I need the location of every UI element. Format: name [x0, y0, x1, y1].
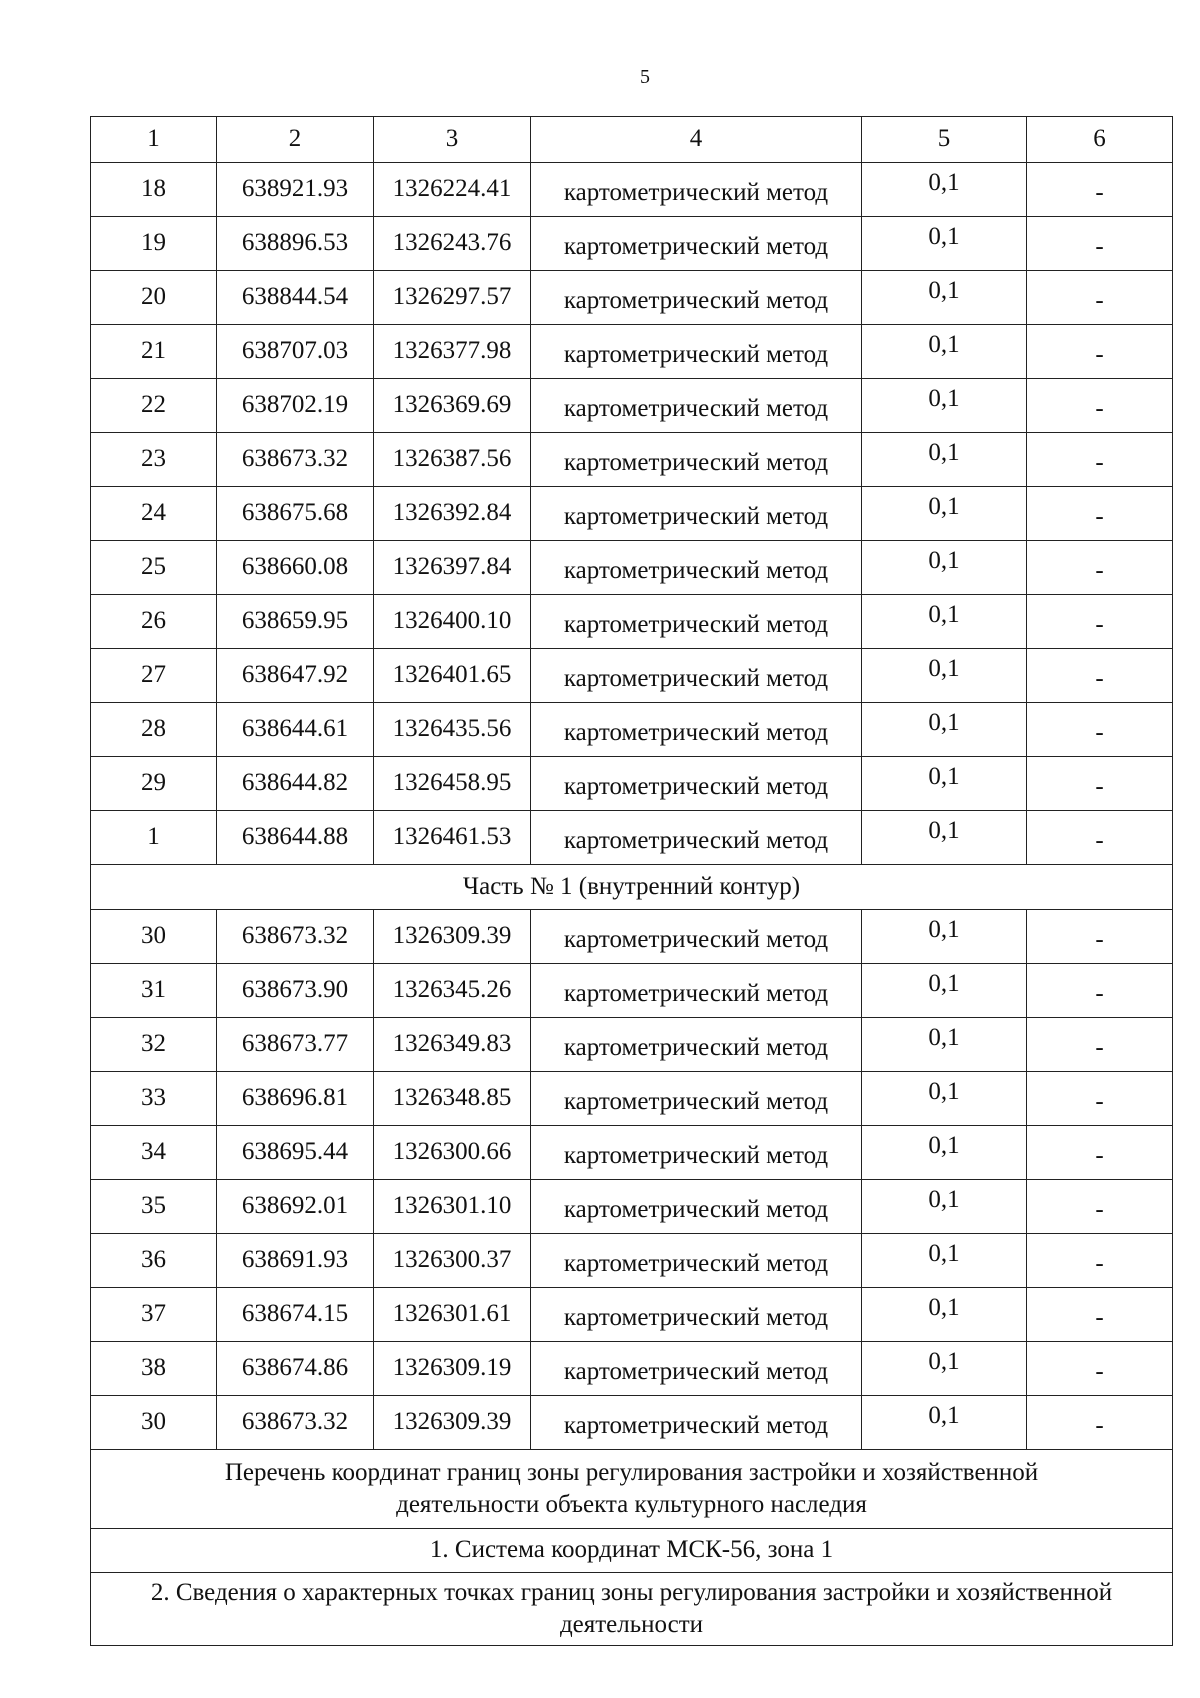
table-cell: 38	[91, 1342, 217, 1396]
table-cell: 0,1	[862, 1342, 1027, 1396]
points-info: 2. Сведения о характерных точках границ зоны регулирования застройки и хозяйственной деятельности	[91, 1573, 1173, 1646]
table-cell: 0,1	[862, 217, 1027, 271]
table-cell: картометрический метод	[531, 271, 862, 325]
table-cell: -	[1027, 217, 1173, 271]
table-cell: 638644.61	[217, 703, 374, 757]
table-cell: -	[1027, 910, 1173, 964]
table-cell: 0,1	[862, 379, 1027, 433]
table-cell: 18	[91, 163, 217, 217]
table-cell: картометрический метод	[531, 595, 862, 649]
table-cell: 638660.08	[217, 541, 374, 595]
table-cell: -	[1027, 595, 1173, 649]
table-row	[91, 1234, 1173, 1288]
table-cell: 0,1	[862, 964, 1027, 1018]
table-cell: 0,1	[862, 1126, 1027, 1180]
coordinates-table	[90, 116, 1173, 1646]
coord-system: 1. Система координат МСК-56, зона 1	[91, 1529, 1173, 1573]
table-cell: -	[1027, 487, 1173, 541]
table-cell: 0,1	[862, 1234, 1027, 1288]
table-cell: 0,1	[862, 649, 1027, 703]
table-cell: 24	[91, 487, 217, 541]
table-cell: 1326309.19	[374, 1342, 531, 1396]
table-cell: 1326309.39	[374, 1396, 531, 1450]
table-cell: 20	[91, 271, 217, 325]
table-cell: -	[1027, 1072, 1173, 1126]
table-cell: 0,1	[862, 433, 1027, 487]
table-cell: картометрический метод	[531, 433, 862, 487]
table-cell: 638896.53	[217, 217, 374, 271]
table-cell: 1326243.76	[374, 217, 531, 271]
table-cell: 25	[91, 541, 217, 595]
table-cell: 1326301.61	[374, 1288, 531, 1342]
table-cell: 1326301.10	[374, 1180, 531, 1234]
table-cell: 37	[91, 1288, 217, 1342]
table-cell: 638692.01	[217, 1180, 374, 1234]
table-cell: 638921.93	[217, 163, 374, 217]
table-row	[91, 595, 1173, 649]
table-cell: 638673.90	[217, 964, 374, 1018]
table-cell: 1326387.56	[374, 433, 531, 487]
table-cell: 1326401.65	[374, 649, 531, 703]
table-row	[91, 217, 1173, 271]
table-cell: 0,1	[862, 541, 1027, 595]
page-number: 5	[640, 66, 650, 88]
table-cell: картометрический метод	[531, 1180, 862, 1234]
table-cell: -	[1027, 1288, 1173, 1342]
table-row	[91, 703, 1173, 757]
table-cell: -	[1027, 433, 1173, 487]
table-cell: 638707.03	[217, 325, 374, 379]
table-cell: 22	[91, 379, 217, 433]
table-cell: -	[1027, 1396, 1173, 1450]
table-row	[91, 1018, 1173, 1072]
table-cell: 0,1	[862, 271, 1027, 325]
table-cell: 638674.15	[217, 1288, 374, 1342]
table-cell: 638675.68	[217, 487, 374, 541]
table-cell: 1326461.53	[374, 811, 531, 865]
table-row	[91, 433, 1173, 487]
column-header: 3	[374, 117, 531, 163]
table-cell: 1326377.98	[374, 325, 531, 379]
table-row	[91, 163, 1173, 217]
table-cell: 28	[91, 703, 217, 757]
table-cell: 1326400.10	[374, 595, 531, 649]
table-cell: 638844.54	[217, 271, 374, 325]
table-row	[91, 910, 1173, 964]
column-header: 2	[217, 117, 374, 163]
table-cell: 1326300.66	[374, 1126, 531, 1180]
table-cell: картометрический метод	[531, 325, 862, 379]
table-cell: -	[1027, 271, 1173, 325]
table-cell: 35	[91, 1180, 217, 1234]
column-header: 4	[531, 117, 862, 163]
table-cell: 0,1	[862, 1396, 1027, 1450]
table-cell: 0,1	[862, 1288, 1027, 1342]
table-cell: 638644.82	[217, 757, 374, 811]
table-cell: 34	[91, 1126, 217, 1180]
table-cell: -	[1027, 541, 1173, 595]
table-row	[91, 964, 1173, 1018]
table-cell: 638673.32	[217, 433, 374, 487]
table-cell: 1326349.83	[374, 1018, 531, 1072]
table-cell: картометрический метод	[531, 1072, 862, 1126]
table-cell: -	[1027, 1234, 1173, 1288]
column-header: 6	[1027, 117, 1173, 163]
table-row	[91, 1396, 1173, 1450]
table-row	[91, 487, 1173, 541]
table-cell: -	[1027, 757, 1173, 811]
table-cell: картометрический метод	[531, 1342, 862, 1396]
table-cell: -	[1027, 1126, 1173, 1180]
table-cell: 0,1	[862, 163, 1027, 217]
table-row	[91, 1288, 1173, 1342]
table-cell: 0,1	[862, 487, 1027, 541]
table-cell: картометрический метод	[531, 649, 862, 703]
table-cell: 638673.77	[217, 1018, 374, 1072]
table-row	[91, 541, 1173, 595]
table-cell: 638695.44	[217, 1126, 374, 1180]
table-row	[91, 1342, 1173, 1396]
table-cell: картометрический метод	[531, 1396, 862, 1450]
table-cell: 638673.32	[217, 910, 374, 964]
table-cell: 0,1	[862, 811, 1027, 865]
table-cell: картометрический метод	[531, 910, 862, 964]
table-cell: -	[1027, 379, 1173, 433]
table-cell: 36	[91, 1234, 217, 1288]
table-cell: 1	[91, 811, 217, 865]
table-cell: 0,1	[862, 1018, 1027, 1072]
table-cell: -	[1027, 703, 1173, 757]
table-cell: 0,1	[862, 1072, 1027, 1126]
table-cell: 1326224.41	[374, 163, 531, 217]
column-header: 5	[862, 117, 1027, 163]
table-cell: 1326458.95	[374, 757, 531, 811]
table-cell: 19	[91, 217, 217, 271]
table-cell: 1326309.39	[374, 910, 531, 964]
table-cell: -	[1027, 1342, 1173, 1396]
table-cell: картометрический метод	[531, 379, 862, 433]
table-cell: картометрический метод	[531, 487, 862, 541]
table-cell: 26	[91, 595, 217, 649]
table-cell: 21	[91, 325, 217, 379]
table-cell: 638674.86	[217, 1342, 374, 1396]
table-cell: 638696.81	[217, 1072, 374, 1126]
table-cell: 1326369.69	[374, 379, 531, 433]
table-cell: картометрический метод	[531, 703, 862, 757]
table-cell: -	[1027, 811, 1173, 865]
table-row	[91, 379, 1173, 433]
table-row	[91, 1180, 1173, 1234]
table-cell: 638673.32	[217, 1396, 374, 1450]
table-cell: 1326435.56	[374, 703, 531, 757]
coord-system-row	[91, 1529, 1173, 1573]
table-cell: -	[1027, 649, 1173, 703]
table-cell: 32	[91, 1018, 217, 1072]
table-cell: 30	[91, 1396, 217, 1450]
table-row	[91, 757, 1173, 811]
table-cell: 638659.95	[217, 595, 374, 649]
table-cell: 638691.93	[217, 1234, 374, 1288]
table-cell: 1326392.84	[374, 487, 531, 541]
table-cell: 31	[91, 964, 217, 1018]
table-cell: 1326300.37	[374, 1234, 531, 1288]
table-cell: 27	[91, 649, 217, 703]
table-cell: 29	[91, 757, 217, 811]
points-info-row	[91, 1573, 1173, 1646]
table-row	[91, 811, 1173, 865]
list-title-row	[91, 1450, 1173, 1529]
table-cell: 0,1	[862, 703, 1027, 757]
table-row	[91, 649, 1173, 703]
section-title-row	[91, 865, 1173, 910]
table-row	[91, 271, 1173, 325]
table-row	[91, 325, 1173, 379]
table-cell: картометрический метод	[531, 1234, 862, 1288]
table-cell: 0,1	[862, 595, 1027, 649]
table-cell: 638702.19	[217, 379, 374, 433]
column-header-row	[91, 117, 1173, 163]
table-cell: 1326397.84	[374, 541, 531, 595]
table-cell: 638644.88	[217, 811, 374, 865]
table-cell: -	[1027, 964, 1173, 1018]
table-cell: картометрический метод	[531, 163, 862, 217]
table-cell: 0,1	[862, 910, 1027, 964]
table-row	[91, 1126, 1173, 1180]
table-cell: -	[1027, 1018, 1173, 1072]
table-cell: 30	[91, 910, 217, 964]
table-cell: 33	[91, 1072, 217, 1126]
table-cell: картометрический метод	[531, 541, 862, 595]
table-cell: картометрический метод	[531, 811, 862, 865]
table-cell: -	[1027, 325, 1173, 379]
table-cell: 0,1	[862, 325, 1027, 379]
table-cell: 638647.92	[217, 649, 374, 703]
list-title: Перечень координат границ зоны регулирования застройки и хозяйственной деятельности объекта культурного наследия	[91, 1450, 1173, 1529]
table-cell: картометрический метод	[531, 1018, 862, 1072]
table-cell: картометрический метод	[531, 217, 862, 271]
table-row	[91, 1072, 1173, 1126]
table-cell: картометрический метод	[531, 757, 862, 811]
table-cell: картометрический метод	[531, 1288, 862, 1342]
column-header: 1	[91, 117, 217, 163]
table-cell: 1326348.85	[374, 1072, 531, 1126]
table-cell: 1326297.57	[374, 271, 531, 325]
section-title: Часть № 1 (внутренний контур)	[91, 865, 1173, 910]
table-cell: 1326345.26	[374, 964, 531, 1018]
table-cell: -	[1027, 1180, 1173, 1234]
table-cell: 0,1	[862, 1180, 1027, 1234]
table-cell: 0,1	[862, 757, 1027, 811]
table-cell: 23	[91, 433, 217, 487]
table-cell: -	[1027, 163, 1173, 217]
table-cell: картометрический метод	[531, 1126, 862, 1180]
table-cell: картометрический метод	[531, 964, 862, 1018]
